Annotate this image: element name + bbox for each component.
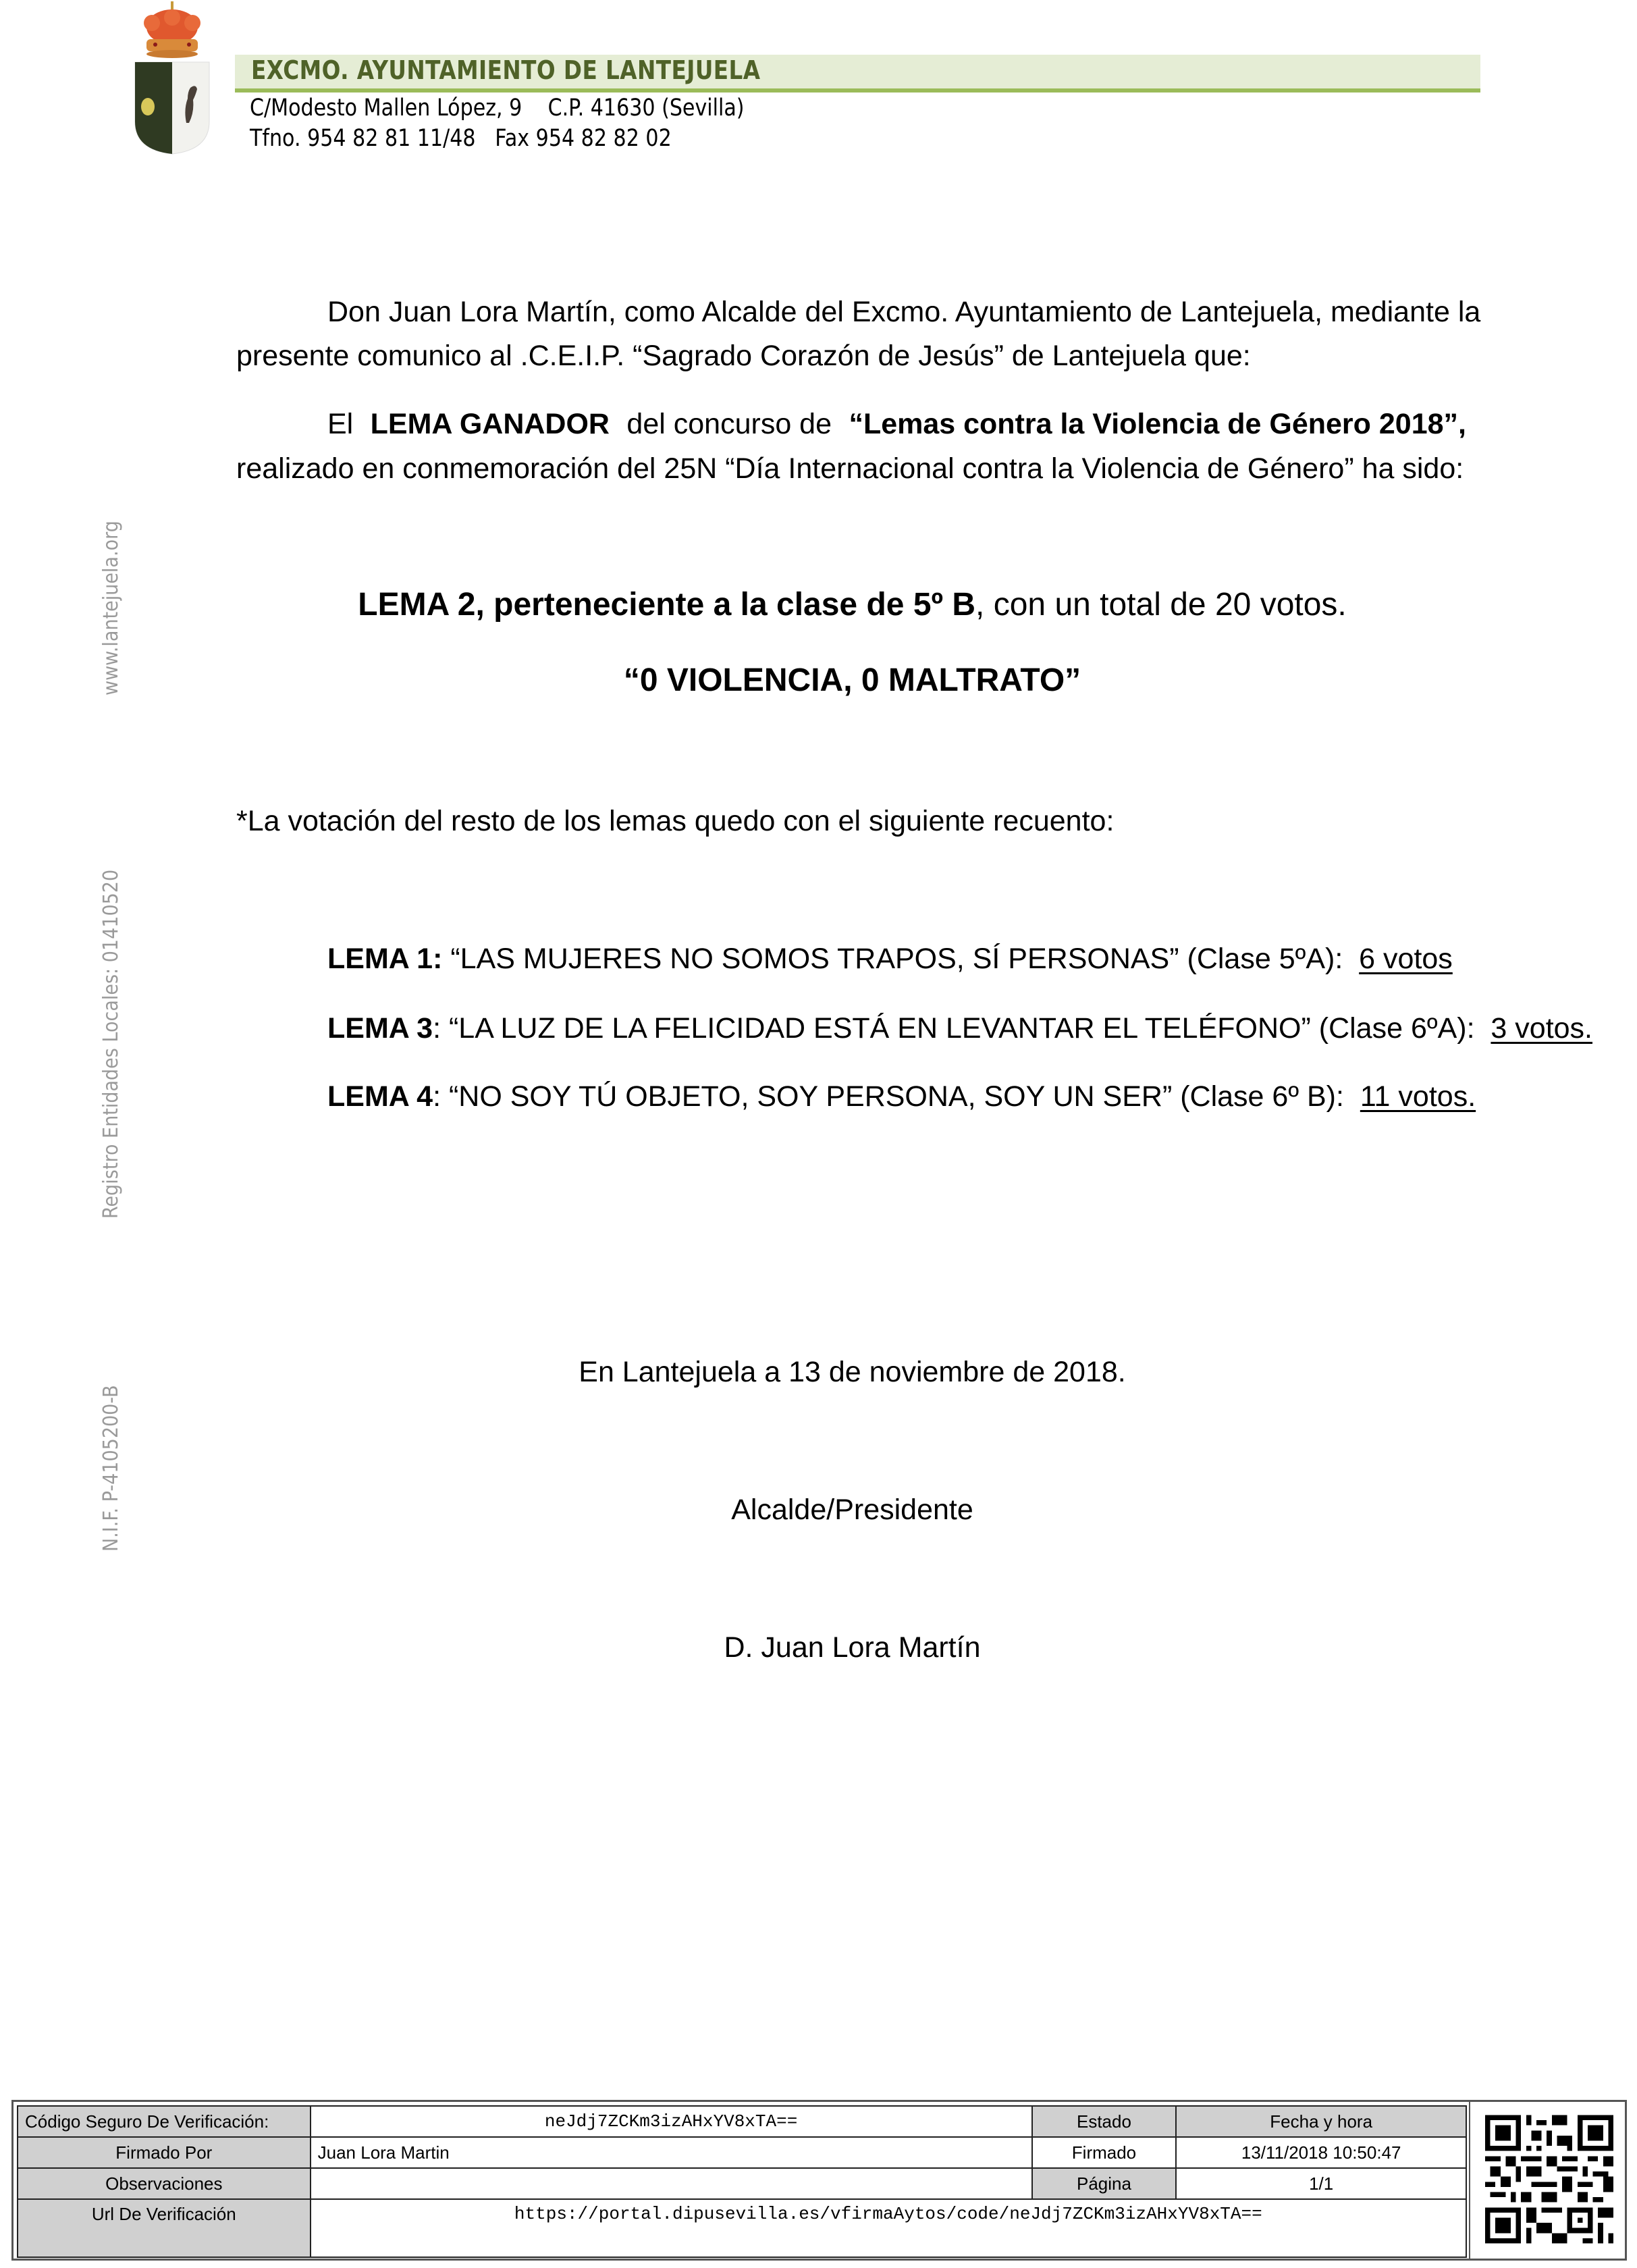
- winner-lema-votes: , con un total de 20 votos.: [975, 587, 1347, 623]
- lema-votes: 6 votos: [1359, 943, 1453, 975]
- winner-intro-line-2: realizado en conmemoración del 25N “Día Internacional contra la Violencia de Género” ha sido:: [236, 452, 1464, 485]
- firmado-label: Firmado Por: [18, 2137, 311, 2168]
- estado-value: Firmado: [1032, 2137, 1177, 2168]
- lema-row-3: [327, 1012, 1592, 1045]
- winner-intro-bold-2: “Lemas contra la Violencia de Género 2018”,: [849, 408, 1466, 440]
- qr-code-container: [1469, 2100, 1628, 2261]
- pagina-label: Página: [1032, 2168, 1177, 2199]
- csv-value: neJdj7ZCKm3izAHxYV8xTA==: [311, 2106, 1032, 2137]
- winner-intro-mid: del concurso de: [626, 408, 832, 440]
- winner-slogan: “0 VIOLENCIA, 0 MALTRATO”: [623, 662, 1081, 698]
- url-value[interactable]: [311, 2199, 1466, 2257]
- side-website: www.lantejuela.org: [99, 521, 123, 695]
- obs-value: [311, 2168, 1032, 2199]
- fecha-value: 13/11/2018 10:50:47: [1176, 2137, 1466, 2168]
- org-name: EXCMO. AYUNTAMIENTO DE LANTEJUELA: [251, 55, 761, 85]
- winner-intro-lead: El: [327, 408, 354, 440]
- lema-row-4: [327, 1080, 1476, 1113]
- table-row: [18, 2106, 1466, 2137]
- org-address: C/Modesto Mallen López, 9 C.P. 41630 (Sevilla): [250, 95, 745, 122]
- estado-label: Estado: [1032, 2106, 1177, 2137]
- lema-label: LEMA 4: [327, 1080, 433, 1113]
- qr-code-icon: [1485, 2113, 1613, 2245]
- winner-line: [0, 586, 1637, 623]
- intro-line-2: presente comunico al .C.E.I.P. “Sagrado Corazón de Jesús” de Lantejuela que:: [236, 340, 1251, 372]
- fecha-label: Fecha y hora: [1176, 2106, 1466, 2137]
- signer-role: Alcalde/Presidente: [731, 1494, 973, 1526]
- lema-votes: 3 votos.: [1491, 1012, 1593, 1045]
- table-row: [18, 2168, 1466, 2199]
- lema-text: : “LA LUZ DE LA FELICIDAD ESTÁ EN LEVANTAR EL TELÉFONO” (Clase 6ºA):: [433, 1012, 1491, 1045]
- shield-icon: [135, 62, 209, 154]
- lema-label: LEMA 3: [327, 1012, 433, 1045]
- table-row: [18, 2137, 1466, 2168]
- obs-label: Observaciones: [18, 2168, 311, 2199]
- lema-text: “LAS MUJERES NO SOMOS TRAPOS, SÍ PERSONAS” (Clase 5ºA):: [442, 943, 1360, 975]
- side-nif: N.I.F. P-4105200-B: [99, 1385, 123, 1552]
- others-intro: *La votación del resto de los lemas quedo con el siguiente recuento:: [236, 805, 1115, 837]
- intro-line-1: Don Juan Lora Martín, como Alcalde del Excmo. Ayuntamiento de Lantejuela, mediante la: [327, 296, 1481, 328]
- side-registry: Registro Entidades Locales: 01410520: [99, 869, 123, 1219]
- lema-votes: 11 votos.: [1360, 1080, 1476, 1113]
- winner-lema-bold: LEMA 2, perteneciente a la clase de 5º B: [358, 587, 976, 623]
- firmado-value: Juan Lora Martin: [311, 2137, 1032, 2168]
- pagina-value: 1/1: [1176, 2168, 1466, 2199]
- verification-link[interactable]: https://portal.dipusevilla.es/vfirmaAytos/code/neJdj7ZCKm3izAHxYV8xTA==: [514, 2204, 1262, 2224]
- winner-intro-bold-1: LEMA GANADOR: [370, 408, 610, 440]
- signer-name: D. Juan Lora Martín: [724, 1631, 981, 1664]
- coat-of-arms-logo: [128, 0, 216, 155]
- table-row: [18, 2199, 1466, 2257]
- winner-intro-line-1: [327, 408, 1466, 441]
- lema-text: : “NO SOY TÚ OBJETO, SOY PERSONA, SOY UN SER” (Clase 6º B):: [433, 1080, 1360, 1113]
- url-label: Url De Verificación: [18, 2199, 311, 2257]
- lema-row-1: [327, 943, 1453, 976]
- csv-label: Código Seguro De Verificación:: [18, 2106, 311, 2137]
- verification-table: [17, 2105, 1467, 2258]
- place-date: En Lantejuela a 13 de noviembre de 2018.: [579, 1356, 1126, 1388]
- org-phone: Tfno. 954 82 81 11/48 Fax 954 82 82 02: [250, 125, 672, 152]
- lema-label: LEMA 1:: [327, 943, 443, 975]
- crown-icon: [144, 1, 200, 58]
